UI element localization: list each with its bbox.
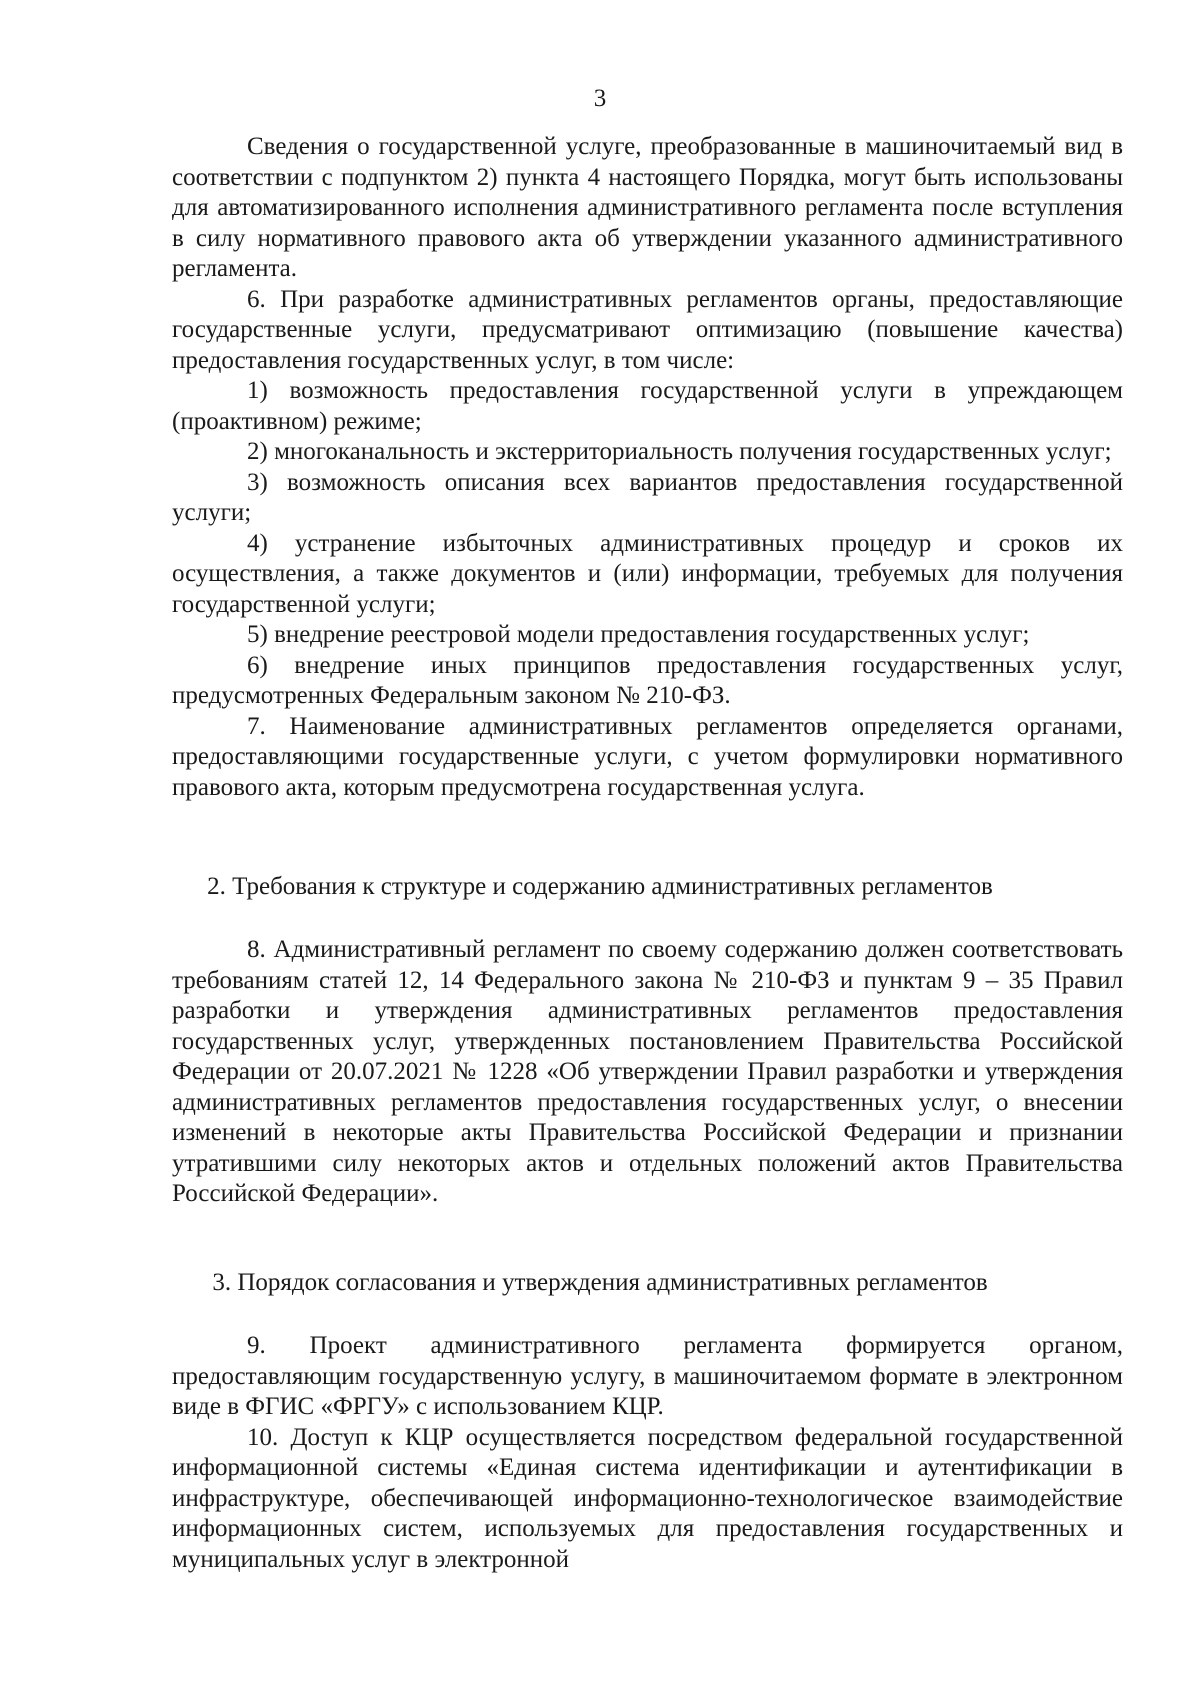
list-item-6-6: 6) внедрение иных принципов предоставления государственных услуг, предусмотренных Федеральным законом № 210-ФЗ. <box>172 651 1123 709</box>
list-item-6-2: 2) многоканальность и экстерриториальность получения государственных услуг; <box>247 438 1112 465</box>
paragraph-8: 8. Административный регламент по своему содержанию должен соответствовать требованиям статей 12, 14 Федерального закона № 210-ФЗ и пунктам 9 – 35 Правил разработки и утверждения административных регламентов предоставления государственных услуг, утвержденных постановлением Правительства Российской Федерации от 20.07.2021 № 1228 «Об утверждении Правил разработки и утверждения административных регламентов предоставления государственных услуг, о внесении изменений в некоторые акты Правительства Российской Федерации и признании утратившими силу некоторых актов и отдельных положений актов Правительства Российской Федерации». <box>172 936 1123 1207</box>
list-item-6-3: 3) возможность описания всех вариантов предоставления государственной услуги; <box>172 468 1123 526</box>
text-block-opening <box>172 132 1123 803</box>
paragraph-6: 6. При разработке административных регламентов органы, предоставляющие государственные услуги, предусматривают оптимизацию (повышение качества) предоставления государственных услуг, в том числе: <box>172 285 1123 374</box>
paragraph-9: 9. Проект административного регламента формируется органом, предоставляющим государственную услугу, в машиночитаемом формате в электронном виде в ФГИС «ФРГУ» с использованием КЦР. <box>172 1332 1123 1420</box>
section-3-heading: 3. Порядок согласования и утверждения административных регламентов <box>212 1269 988 1296</box>
list-item-6-5: 5) внедрение реестровой модели предоставления государственных услуг; <box>247 621 1030 648</box>
paragraph-7: 7. Наименование административных регламентов определяется органами, предоставляющими государственные услуги, с учетом формулировки нормативного правового акта, которым предусмотрена государственная услуга. <box>172 712 1123 801</box>
paragraph-machine-readable-info: Сведения о государственной услуге, преобразованные в машиночитаемый вид в соответствии с подпунктом 2) пункта 4 настоящего Порядка, могут быть использованы для автоматизированного исполнения административного регламента после вступления в силу нормативного правового акта об утверждении указанного административного регламента. <box>172 133 1123 282</box>
list-item-6-4: 4) устранение избыточных административных процедур и сроков их осуществления, а также документов и (или) информации, требуемых для получения государственной услуги; <box>172 529 1123 618</box>
list-item-6-1: 1) возможность предоставления государственной услуги в упреждающем (проактивном) режиме; <box>172 377 1123 435</box>
section-2-heading: 2. Требования к структуре и содержанию административных регламентов <box>207 873 993 900</box>
text-block-section-2 <box>172 935 1123 1210</box>
paragraph-10: 10. Доступ к КЦР осуществляется посредством федеральной государственной информационной системы «Единая система идентификации и аутентификации в инфраструктуре, обеспечивающей информационно-технологическое взаимодействие информационных систем, используемых для предоставления государственных и муниципальных услуг в электронной <box>172 1423 1123 1573</box>
text-block-section-3 <box>172 1331 1123 1575</box>
page-number: 3 <box>593 85 607 112</box>
